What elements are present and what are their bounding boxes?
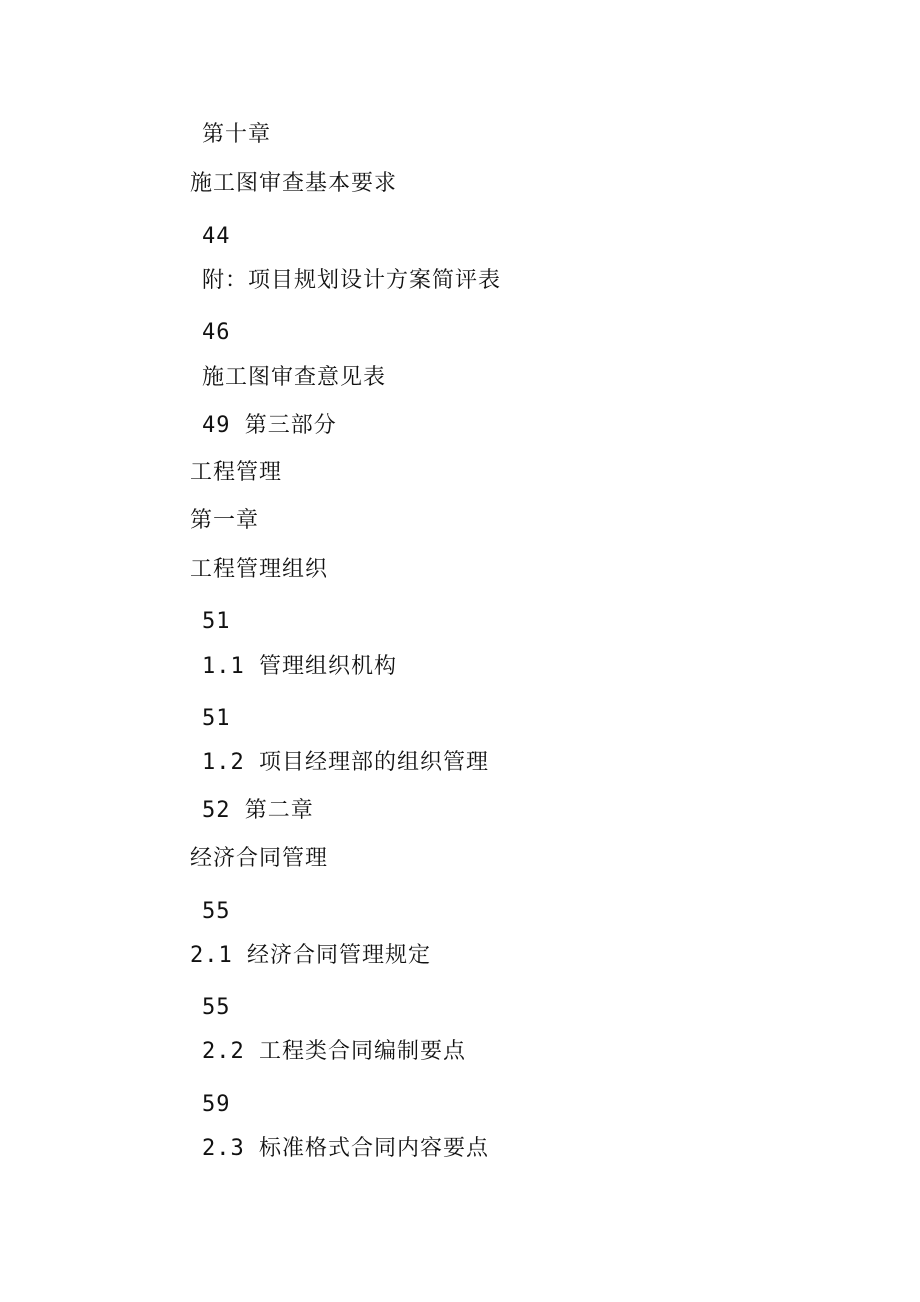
- toc-page-number: 51: [202, 706, 231, 731]
- toc-line-chapter-1: 第一章: [190, 508, 260, 533]
- toc-page-number: 51: [202, 609, 231, 634]
- toc-line-drawing-review-requirements: 施工图审查基本要求: [190, 171, 398, 196]
- toc-page-number: 44: [202, 224, 231, 249]
- toc-page-number: 59: [202, 1092, 231, 1117]
- toc-line-contract-management: 经济合同管理: [190, 846, 329, 871]
- toc-page-number: 46: [202, 320, 231, 345]
- toc-line-section-1-1: 1.1 管理组织机构: [202, 654, 397, 679]
- toc-line-engineering-management: 工程管理: [190, 460, 283, 485]
- toc-page-number: 55: [202, 899, 231, 924]
- toc-line-appendix-plan-review-table: 附：项目规划设计方案简评表: [202, 268, 502, 293]
- toc-line-drawing-review-opinion-table: 施工图审查意见表: [202, 365, 387, 390]
- toc-line-chapter-2: 52 第二章: [202, 798, 314, 823]
- toc-line-section-2-1: 2.1 经济合同管理规定: [190, 943, 431, 968]
- toc-line-section-1-2: 1.2 项目经理部的组织管理: [202, 750, 489, 775]
- toc-line-section-2-2: 2.2 工程类合同编制要点: [202, 1039, 466, 1064]
- toc-line-section-2-3: 2.3 标准格式合同内容要点: [202, 1136, 489, 1161]
- toc-page-number: 55: [202, 995, 231, 1020]
- toc-line-chapter-10: 第十章: [202, 122, 272, 147]
- toc-line-management-organization: 工程管理组织: [190, 557, 329, 582]
- toc-line-part-three: 49 第三部分: [202, 413, 337, 438]
